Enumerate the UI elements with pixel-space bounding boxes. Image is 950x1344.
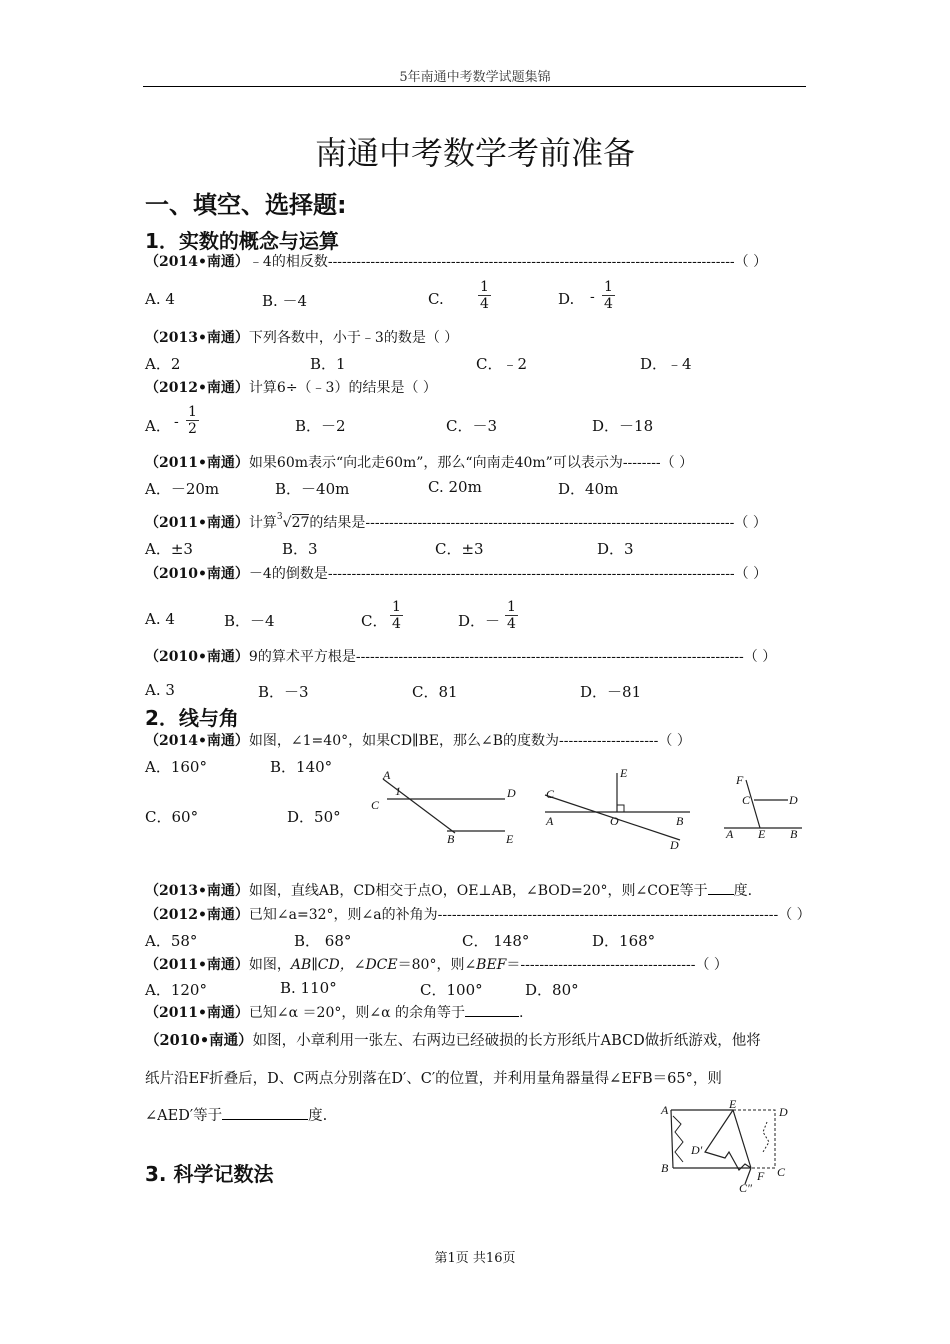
option-a: A. 4 <box>145 290 175 308</box>
question-text: ﹣4的相反数 <box>248 254 328 270</box>
fraction: $\frac{1}{2}$ <box>188 404 197 437</box>
question-text: 度. <box>308 1108 328 1124</box>
option-b: B．－4 <box>224 612 275 630</box>
leader-dashes: ------------------------------------------------------------------------------ <box>365 515 735 531</box>
point-label: B <box>661 1161 669 1175</box>
point-label: A <box>383 768 391 782</box>
answer-blank[interactable] <box>708 894 734 895</box>
point-label: B <box>790 827 798 841</box>
question-9 <box>145 880 752 900</box>
point-label: E <box>506 832 514 846</box>
question-10 <box>145 904 811 924</box>
question-text: AB∥CD，∠DCE <box>290 957 398 973</box>
option-d: D．－ <box>458 612 501 630</box>
question-source: （2010•南通） <box>145 566 249 582</box>
option-b: B．140° <box>270 758 333 776</box>
question-text: 计算6÷（﹣3）的结果是（ ） <box>248 380 437 396</box>
question-source: （2013•南通） <box>145 330 249 346</box>
point-label: C <box>546 787 555 801</box>
option-b: B. 110° <box>280 979 337 997</box>
question-source: （2011•南通） <box>145 957 249 973</box>
option-b: B．－40m <box>275 480 350 498</box>
answer-paren: （ ） <box>734 515 767 531</box>
option-a: A．120° <box>145 981 207 999</box>
question-source: （2014•南通） <box>145 733 249 749</box>
option-d: D．80° <box>525 981 579 999</box>
option-b: B．－2 <box>295 417 346 435</box>
option-b: B．－3 <box>258 683 309 701</box>
question-5: （2011•南通）计算$^3$√27的结果是------------------------------------------------------------------------------（ ） <box>145 512 767 531</box>
subsection-heading-3: 3. 科学记数法 <box>145 1162 274 1186</box>
folded-paper-figure <box>655 1096 795 1196</box>
subsection-heading-1: 1．实数的概念与运算 <box>145 229 339 253</box>
question-text: . <box>519 1005 524 1021</box>
option-a: A．160° <box>145 758 207 776</box>
question-12 <box>145 1002 523 1022</box>
fraction: $\frac{1}{4}$ <box>507 599 516 632</box>
answer-blank[interactable] <box>465 1016 519 1017</box>
option-b: B．3 <box>282 540 318 558</box>
question-text: 下列各数中，小于﹣3的数是（ ） <box>248 330 459 346</box>
point-label: E <box>758 827 766 841</box>
leader-dashes: ------------------------------------- <box>520 957 696 973</box>
point-label: D′ <box>691 1143 703 1157</box>
answer-paren: （ ） <box>734 254 768 270</box>
question-11 <box>145 954 728 974</box>
option-c: C．60° <box>145 808 199 826</box>
question-text: ∠AED′等于 <box>145 1108 223 1124</box>
question-source: （2010•南通） <box>145 1032 253 1049</box>
answer-paren: （ ） <box>734 566 768 582</box>
option-c: C．±3 <box>435 540 484 558</box>
option-a: A. 3 <box>145 681 175 699</box>
option-d: D．50° <box>287 808 341 826</box>
question-text: 计算 <box>248 515 277 531</box>
question-text: 如果60m表示“向北走60m”，那么“向南走40m”可以表示为-------- <box>248 455 661 471</box>
question-source: （2010•南通） <box>145 649 249 665</box>
question-text: 已知∠α ＝20°，则∠α 的余角等于 <box>248 1005 466 1021</box>
question-3 <box>145 377 437 397</box>
option-c: C. 20m <box>428 478 482 496</box>
question-13-line-1 <box>145 1029 761 1050</box>
leader-dashes: ---------------------------------------------------------------------------------- <box>355 649 744 665</box>
question-7 <box>145 646 776 666</box>
header-rule <box>143 86 806 87</box>
question-text: －4的倒数是 <box>248 566 328 582</box>
question-text: 如图，直线AB，CD相交于点O，OE⊥AB，∠BOD=20°，则∠COE等于 <box>248 883 708 899</box>
point-label: A <box>661 1103 669 1117</box>
page-footer: 第1页 共16页 <box>434 1251 516 1266</box>
question-text: ＝80°，则∠ <box>397 957 477 973</box>
question-text: 如图，小章利用一张左、右两边已经破损的长方形纸片ABCD做折纸游戏，他将 <box>252 1033 761 1049</box>
question-source: （2012•南通） <box>145 380 249 396</box>
option-d: D. <box>558 290 575 308</box>
point-label: B <box>676 814 684 828</box>
option-a: A．±3 <box>145 540 193 558</box>
option-c: C．81 <box>412 683 458 701</box>
option-d: D．－18 <box>592 417 654 435</box>
option-a: A．2 <box>145 355 181 373</box>
question-source: （2012•南通） <box>145 907 249 923</box>
answer-paren: （ ） <box>778 907 811 923</box>
point-label: A <box>726 827 734 841</box>
option-b: B．1 <box>310 355 346 373</box>
parallel-lines-figure-3 <box>720 770 810 845</box>
question-text: ＝ <box>506 957 521 973</box>
option-a: A. 4 <box>145 610 175 628</box>
option-a: A．58° <box>145 932 198 950</box>
subsection-heading-2: 2．线与角 <box>145 706 239 730</box>
option-d: D．－81 <box>580 683 642 701</box>
point-label: O <box>610 814 619 828</box>
question-text: 度. <box>733 883 753 899</box>
option-c: C． 148° <box>462 932 530 950</box>
question-text: 9的算术平方根是 <box>248 649 356 665</box>
fraction: $\frac{1}{4}$ <box>392 599 401 632</box>
option-d: D．40m <box>558 480 619 498</box>
question-8 <box>145 730 691 750</box>
point-label: D <box>670 838 679 852</box>
point-label: E <box>620 766 628 780</box>
question-text: 如图，∠1=40°，如果CD∥BE，那么∠B的度数为 <box>248 733 560 749</box>
question-text: 如图， <box>248 957 291 973</box>
question-4 <box>145 452 693 472</box>
point-label: D <box>507 786 516 800</box>
option-a: A．－20m <box>145 480 220 498</box>
answer-paren: （ ） <box>695 957 728 973</box>
leader-dashes: ------------------------------------------------------------------------ <box>437 907 779 923</box>
option-b: B． 68° <box>294 932 352 950</box>
option-b: B. －4 <box>262 292 308 310</box>
option-c: C. <box>428 290 444 308</box>
answer-paren: （ ） <box>743 649 777 665</box>
point-label: F <box>736 773 744 787</box>
option-d: D．168° <box>592 932 656 950</box>
point-label: C <box>777 1165 786 1179</box>
question-text: 的结果是 <box>309 515 366 531</box>
question-source: （2011•南通） <box>145 515 249 531</box>
leader-dashes: --------------------- <box>559 733 659 749</box>
fraction: $\frac{1}{4}$ <box>480 279 489 312</box>
question-2 <box>145 327 458 347</box>
question-6 <box>145 563 767 583</box>
point-label: C <box>371 798 380 812</box>
point-label: B <box>447 832 455 846</box>
point-label: C <box>742 793 751 807</box>
point-label: D <box>779 1105 788 1119</box>
minus-sign: - <box>174 414 179 430</box>
question-1 <box>145 251 767 271</box>
answer-paren: （ ） <box>658 733 691 749</box>
point-label: E <box>729 1097 737 1111</box>
question-source: （2011•南通） <box>145 1005 249 1021</box>
leader-dashes: -------------------------------------------------------------------------------------- <box>327 566 735 582</box>
question-source: （2011•南通） <box>145 455 249 471</box>
question-source: （2013•南通） <box>145 883 249 899</box>
option-c: C．－3 <box>446 417 498 435</box>
option-a: A． <box>145 417 171 435</box>
point-label: C″ <box>739 1181 753 1195</box>
answer-blank[interactable] <box>222 1119 308 1120</box>
parallel-lines-figure-1 <box>365 765 525 850</box>
angle-label: 1 <box>395 784 401 798</box>
option-d: D．3 <box>597 540 634 558</box>
point-label: A <box>546 814 554 828</box>
intersecting-lines-figure-2 <box>540 765 700 855</box>
question-source: （2014•南通） <box>145 254 249 270</box>
option-c: C．100° <box>420 981 483 999</box>
fraction: $\frac{1}{4}$ <box>604 279 613 312</box>
option-d: D．﹣4 <box>640 355 692 373</box>
answer-paren: （ ） <box>660 455 694 471</box>
leader-dashes: -------------------------------------------------------------------------------------- <box>327 254 735 270</box>
document-title: 南通中考数学考前准备 <box>314 134 635 172</box>
point-label: D <box>789 793 798 807</box>
question-text: BEF <box>476 957 507 973</box>
radicand: 27 <box>291 515 310 531</box>
point-label: F <box>757 1169 765 1183</box>
section-heading: 一、填空、选择题: <box>145 191 347 219</box>
question-13-line-3 <box>145 1104 327 1125</box>
question-text: 已知∠a=32°，则∠a的补角为 <box>248 907 438 923</box>
page-header: 5年南通中考数学试题集锦 <box>399 70 551 85</box>
question-13-line-2: 纸片沿EF折叠后，D、C两点分别落在D′、C′的位置，并利用量角器量得∠EFB＝65°，则 <box>145 1071 722 1087</box>
option-c: C．﹣2 <box>476 355 528 373</box>
option-c: C． <box>361 612 388 630</box>
cube-root-index: 3 <box>276 512 283 522</box>
minus-sign: - <box>590 289 595 305</box>
